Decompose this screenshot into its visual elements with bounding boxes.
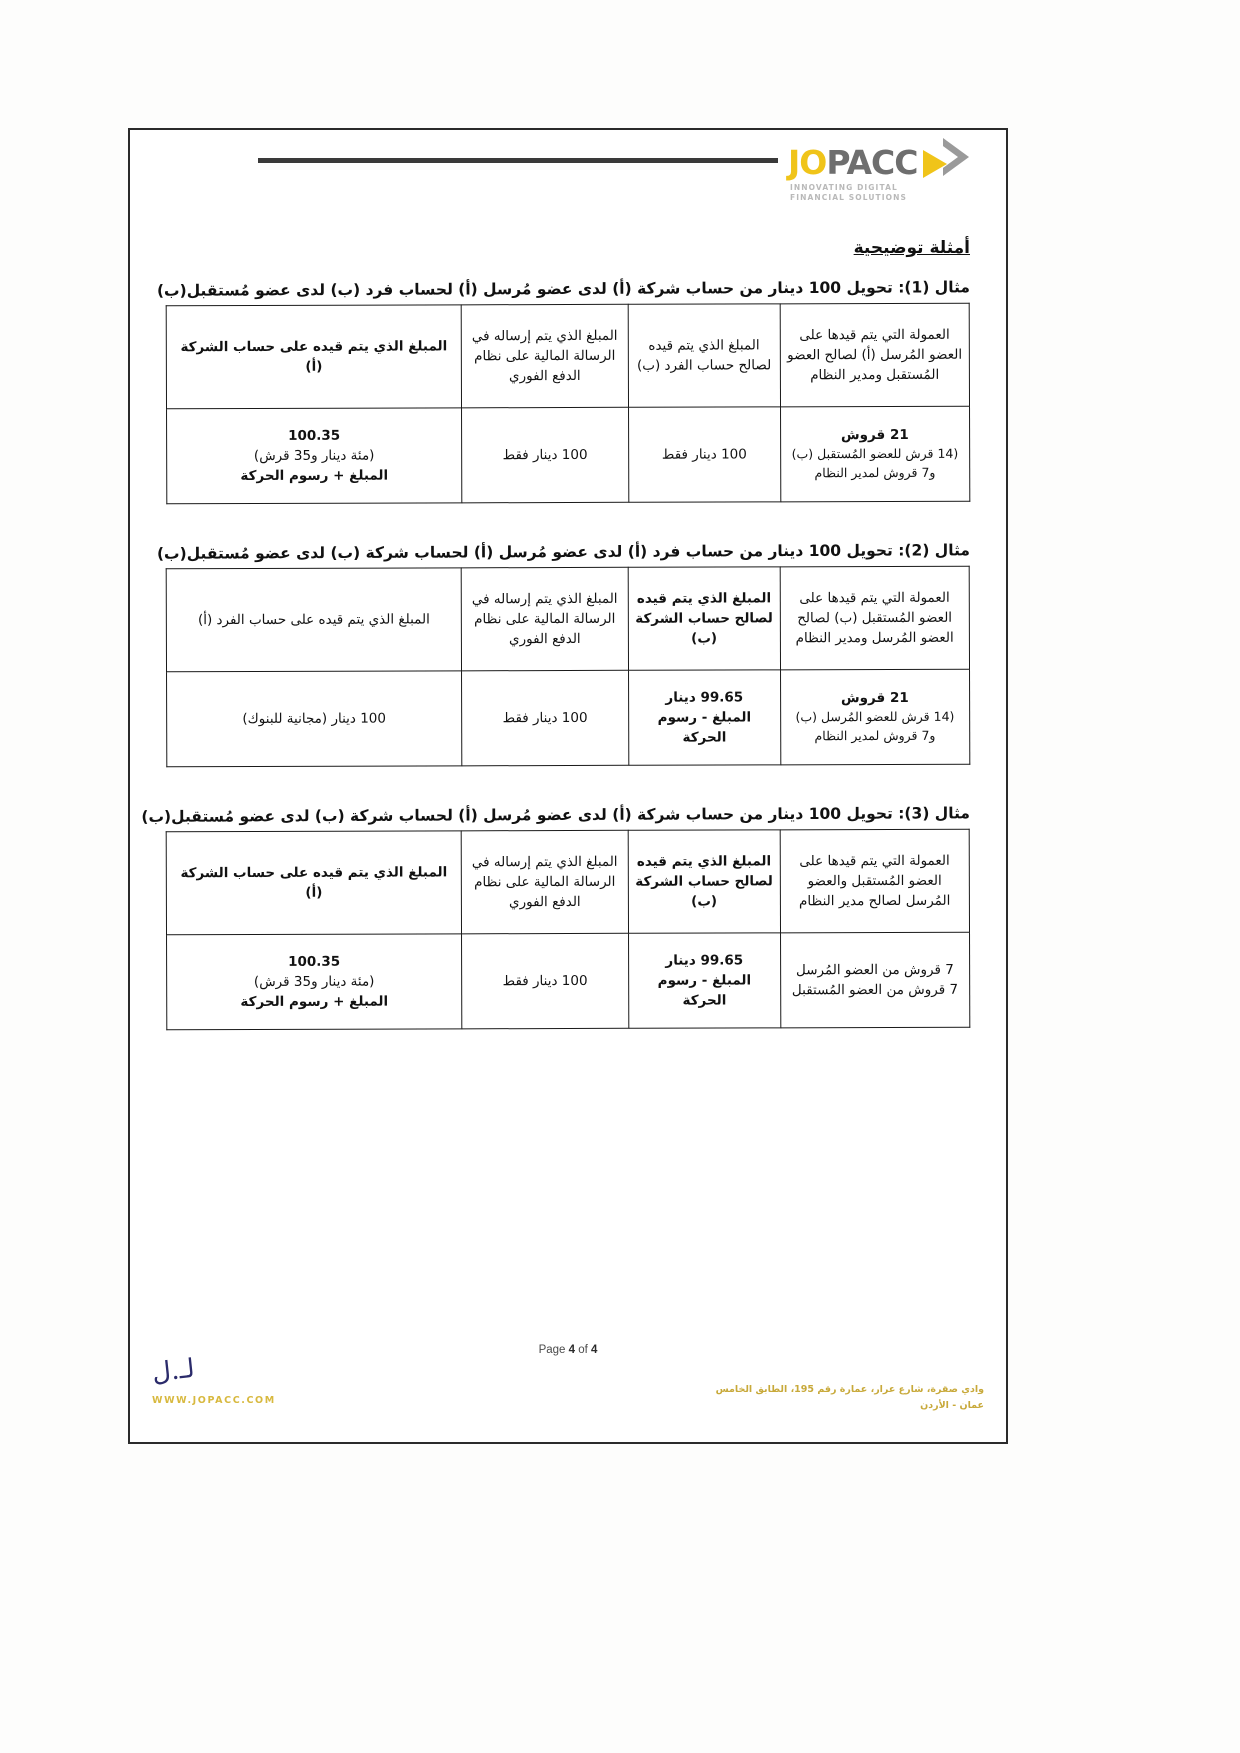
cell-debited-amount <box>167 934 462 1030</box>
header-debited-amount: المبلغ الذي يتم قيده على حساب الفرد (أ) <box>166 568 461 672</box>
footer-address-line2: عمان - الأردن <box>920 1399 984 1411</box>
header-commission: العمولة التي يتم قيدها على العضو المُستقبل والعضو المُرسل لصالح مدير النظام <box>780 829 970 933</box>
document-content <box>141 238 971 1069</box>
cell-debited-amount: 100 دينار (مجانية للبنوك) <box>167 671 462 767</box>
page-current: 4 <box>568 1344 576 1356</box>
header-sent-amount: المبلغ الذي يتم إرساله في الرسالة المالية على نظام الدفع الفوري <box>461 830 628 934</box>
table-row <box>167 406 970 504</box>
commission-breakdown: (14 قرش للعضو المُستقبل (ب) و7 قروش لمدير النظام <box>791 446 959 481</box>
logo-arrow-yellow-icon <box>923 150 947 178</box>
footer-website: WWW.JOPACC.COM <box>152 1395 276 1406</box>
example-1-table <box>166 303 971 505</box>
page-number <box>130 1344 1006 1356</box>
cell-credited-amount <box>628 670 780 765</box>
cell-sent-amount: 100 دينار فقط <box>462 407 629 503</box>
cell-sent-amount: 100 دينار فقط <box>462 670 629 766</box>
header-rule <box>258 158 778 163</box>
logo-tagline <box>790 183 907 203</box>
example-3-table <box>166 829 971 1031</box>
header-debited-amount: المبلغ الذي يتم قيده على حساب الشركة (أ) <box>166 305 461 409</box>
page-total: 4 <box>591 1344 598 1356</box>
footer-address <box>716 1382 984 1414</box>
commission-total: 21 قروش <box>840 690 909 707</box>
debited-formula: المبلغ + رسوم الحركة <box>240 467 389 485</box>
debited-words: (مئة دينار و35 قرش) <box>253 447 375 464</box>
debited-words: (مئة دينار و35 قرش) <box>253 973 375 990</box>
page-of: of <box>578 1344 588 1356</box>
cell-sent-amount: 100 دينار فقط <box>462 933 629 1029</box>
cell-credited-amount: 100 دينار فقط <box>628 407 780 502</box>
credited-formula: المبلغ - رسوم الحركة <box>657 709 752 746</box>
credited-value: 99.65 دينار <box>665 689 744 706</box>
credited-value: 99.65 دينار <box>665 952 744 969</box>
cell-credited-amount <box>628 933 780 1028</box>
table-row <box>167 669 970 767</box>
header-debited-amount: المبلغ الذي يتم قيده على حساب الشركة (أ) <box>166 831 461 935</box>
table-row <box>167 932 970 1030</box>
header-commission: العمولة التي يتم قيدها على العضو المُستقبل (ب) لصالح العضو المُرسل ومدير النظام <box>780 566 970 670</box>
cell-commission <box>780 932 970 1028</box>
example-1-title: مثال (1): تحويل 100 دينار من حساب شركة (أ) لدى عضو مُرسل (أ) لحساب فرد (ب) لدى عضو مُستقبل(ب) <box>156 278 971 300</box>
debited-value: 100.35 <box>288 427 341 444</box>
header-credited-amount: المبلغ الذي يتم قيده لصالح حساب الفرد (ب) <box>628 304 780 407</box>
logo-wordmark <box>788 143 918 182</box>
commission-total: 21 قروش <box>840 427 909 444</box>
header-commission: العمولة التي يتم قيدها على العضو المُرسل (أ) لصالح العضو المُستقبل ومدير النظام <box>780 303 970 407</box>
header-sent-amount: المبلغ الذي يتم إرساله في الرسالة المالية على نظام الدفع الفوري <box>461 567 628 671</box>
footer-address-line1: وادي صقرة، شارع عرار، عمارة رقم 195، الطابق الخامس <box>715 1383 984 1395</box>
debited-formula: المبلغ + رسوم الحركة <box>240 993 389 1011</box>
page-prefix: Page <box>538 1344 566 1356</box>
example-2-table <box>166 566 971 768</box>
document-sheet <box>128 128 1008 1444</box>
handwritten-signature: لـ.ل <box>150 1353 197 1389</box>
commission-breakdown: (14 قرش للعضو المُرسل (ب) و7 قروش لمدير النظام <box>795 709 955 744</box>
example-2-title: مثال (2): تحويل 100 دينار من حساب فرد (أ) لدى عضو مُرسل (أ) لحساب شركة (ب) لدى عضو مُستقبل(ب) <box>156 541 971 563</box>
jopacc-logo <box>780 136 1000 216</box>
logo-tagline-line2: FINANCIAL SOLUTIONS <box>790 193 908 203</box>
credited-formula: المبلغ - رسوم الحركة <box>657 972 752 1009</box>
header-credited-amount: المبلغ الذي يتم قيده لصالح حساب الشركة (ب) <box>628 830 780 933</box>
commission-sender: 7 قروش من العضو المُرسل <box>795 961 954 979</box>
cell-debited-amount <box>167 408 462 504</box>
logo-wordmark-jo: JO <box>788 143 827 182</box>
table-header-row <box>166 829 969 935</box>
cell-commission <box>780 406 970 502</box>
table-header-row <box>166 566 969 672</box>
header-sent-amount: المبلغ الذي يتم إرساله في الرسالة المالية على نظام الدفع الفوري <box>461 304 628 408</box>
example-3-title: مثال (3): تحويل 100 دينار من حساب شركة (أ) لدى عضو مُرسل (أ) لحساب شركة (ب) لدى عضو مُستقبل(ب) <box>141 804 971 826</box>
table-header-row <box>166 303 969 409</box>
commission-receiver: 7 قروش من العضو المُستقبل <box>791 981 959 999</box>
logo-wordmark-pacc: PACC <box>826 143 918 182</box>
page-title: أمثلة توضيحية <box>853 238 970 258</box>
cell-commission <box>780 669 970 765</box>
debited-value: 100.35 <box>288 953 341 970</box>
logo-tagline-line1: INNOVATING DIGITAL <box>790 183 898 192</box>
header-credited-amount: المبلغ الذي يتم قيده لصالح حساب الشركة (ب) <box>628 567 780 670</box>
